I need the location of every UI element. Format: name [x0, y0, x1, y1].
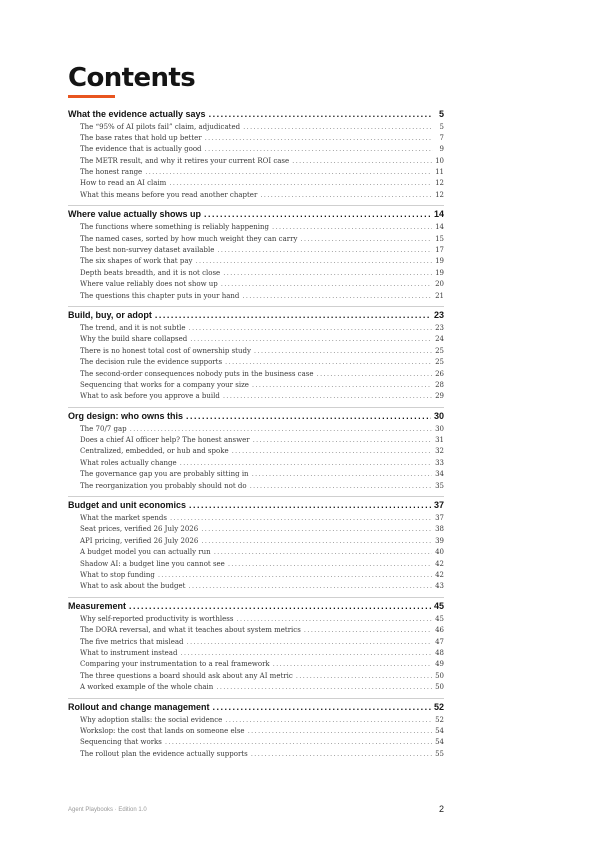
toc-entry-title: What to instrument instead: [80, 648, 178, 657]
toc-entry-page: 42: [435, 559, 444, 568]
toc-entry-page: 48: [435, 648, 444, 657]
toc-entry-page: 34: [435, 470, 444, 479]
toc-entry[interactable]: [68, 737, 444, 748]
toc-entry-page: 12: [435, 190, 444, 199]
toc-entry-page: 54: [435, 738, 444, 747]
toc-entry-title: The “95% of AI pilots fail” claim, adjudicated: [80, 122, 241, 131]
toc-section: [68, 597, 444, 694]
toc-entry-page: 7: [439, 133, 444, 142]
toc-entry-title: The honest range: [80, 168, 143, 177]
toc-entry[interactable]: [68, 726, 444, 737]
dot-leader: [252, 469, 433, 480]
toc-entry-title: Where value reliably does not show up: [80, 280, 218, 289]
toc-entry-page: 35: [435, 481, 444, 490]
toc-entry-title: The base rates that hold up better: [80, 133, 202, 142]
toc-entry-page: 49: [435, 660, 444, 669]
toc-entry-page: 30: [435, 424, 444, 433]
toc-list: [68, 106, 444, 761]
toc-entry[interactable]: [68, 671, 444, 682]
toc-entry-title: Depth beats breadth, and it is not close: [80, 268, 221, 277]
toc-entry-page: 45: [435, 614, 444, 623]
toc-section-title: Budget and unit economics: [68, 500, 187, 511]
toc-section-heading[interactable]: [68, 698, 444, 714]
dot-leader: [145, 167, 432, 178]
toc-entry-title: Does a chief AI officer help? The honest answer: [80, 436, 250, 445]
dot-leader: [260, 190, 432, 201]
toc-entry-page: 17: [435, 246, 444, 255]
dot-leader: [201, 524, 432, 535]
toc-section-page: 23: [433, 309, 444, 320]
dot-leader: [228, 559, 432, 570]
dot-leader: [201, 536, 432, 547]
toc-entry[interactable]: [68, 256, 444, 267]
toc-entry[interactable]: [68, 648, 444, 659]
toc-entry[interactable]: [68, 446, 444, 457]
dot-leader: [300, 234, 432, 245]
toc-entry[interactable]: [68, 682, 444, 693]
toc-entry-title: There is no honest total cost of ownership study: [80, 346, 251, 355]
toc-section-heading[interactable]: [68, 597, 444, 613]
toc-entry-title: Seat prices, verified 26 July 2026: [80, 525, 199, 534]
toc-entry-page: 25: [435, 358, 444, 367]
dot-leader: [252, 380, 432, 391]
toc-section-title: Rollout and change management: [68, 701, 210, 712]
toc-entry[interactable]: [68, 380, 444, 391]
dot-leader: [213, 701, 431, 714]
toc-entry-title: The governance gap you are probably sitting in: [80, 470, 249, 479]
toc-section-page: 14: [433, 209, 444, 220]
dot-leader: [225, 357, 432, 368]
dot-leader: [217, 245, 432, 256]
toc-section: [68, 407, 444, 492]
toc-entry-title: Centralized, embedded, or hub and spoke: [80, 447, 229, 456]
dot-leader: [205, 144, 433, 155]
dot-leader: [317, 369, 433, 380]
toc-entry-title: What to stop funding: [80, 571, 155, 579]
toc-section-heading[interactable]: [68, 106, 444, 121]
footer-edition: Agent Playbooks · Edition 1.0: [68, 807, 147, 813]
dot-leader: [158, 570, 432, 581]
toc-entry[interactable]: [68, 469, 444, 480]
toc-section-heading[interactable]: [68, 496, 444, 512]
toc-entry-title: The five metrics that mislead: [80, 637, 184, 646]
dot-leader: [304, 625, 432, 636]
toc-entry-title: The three questions a board should ask about any AI metric: [80, 671, 293, 680]
toc-entry-page: 39: [435, 536, 444, 545]
dot-leader: [292, 156, 432, 167]
toc-entry-page: 52: [435, 715, 444, 724]
toc-entry-title: The second-order consequences nobody puts in the business case: [80, 369, 314, 378]
toc-section-heading[interactable]: [68, 306, 444, 322]
dot-leader: [190, 334, 432, 345]
dot-leader: [189, 499, 431, 512]
toc-entry-title: Why self-reported productivity is worthless: [80, 614, 234, 623]
toc-entry-title: The six shapes of work that pay: [80, 257, 193, 266]
toc-section-page: 5: [438, 108, 444, 119]
dot-leader: [189, 323, 433, 334]
toc-entry-title: What roles actually change: [80, 458, 177, 467]
dot-leader: [180, 458, 432, 469]
footer-page-number: 2: [438, 804, 444, 814]
toc-entry-title: A budget model you can actually run: [80, 548, 211, 557]
toc-entry-page: 21: [435, 291, 444, 300]
table-of-contents: [68, 62, 444, 764]
toc-entry[interactable]: [68, 234, 444, 245]
dot-leader: [129, 600, 431, 613]
toc-entry[interactable]: [68, 178, 444, 189]
dot-leader: [216, 682, 432, 693]
page-title: Contents: [68, 63, 196, 93]
toc-entry-title: What this means before you read another chapter: [80, 190, 258, 199]
toc-section-page: 37: [433, 500, 444, 511]
toc-entry-title: The evidence that is actually good: [80, 145, 202, 154]
toc-entry-page: 12: [435, 179, 444, 188]
dot-leader: [243, 122, 433, 133]
dot-leader: [188, 581, 432, 592]
toc-entry[interactable]: [68, 536, 444, 547]
toc-entry-page: 46: [435, 626, 444, 635]
toc-entry-page: 11: [435, 168, 444, 177]
toc-entry-title: Why adoption stalls: the social evidence: [80, 715, 223, 724]
toc-entry-title: API pricing, verified 26 July 2026: [80, 536, 199, 545]
toc-entry[interactable]: [68, 334, 444, 345]
toc-entry-title: Workslop: the cost that lands on someone else: [80, 726, 245, 735]
toc-entry-page: 50: [435, 683, 444, 692]
toc-entry-title: How to read an AI claim: [80, 179, 167, 188]
toc-section-title: Build, buy, or adopt: [68, 309, 152, 320]
toc-entry-title: The decision rule the evidence supports: [80, 358, 223, 367]
toc-entry-title: What to ask about the budget: [80, 582, 186, 591]
toc-entry[interactable]: [68, 279, 444, 290]
toc-entry-page: 50: [435, 671, 444, 680]
toc-entry[interactable]: [68, 323, 444, 334]
toc-section-page: 52: [433, 701, 444, 712]
toc-entry[interactable]: [68, 245, 444, 256]
toc-entry[interactable]: [68, 222, 444, 233]
toc-section: [68, 205, 444, 302]
toc-entry-title: The trend, and it is not subtle: [80, 323, 186, 332]
toc-entry-title: The questions this chapter puts in your hand: [80, 291, 240, 300]
dot-leader: [273, 659, 432, 670]
toc-entry[interactable]: [68, 156, 444, 167]
toc-entry[interactable]: [68, 659, 444, 670]
dot-leader: [248, 726, 432, 737]
toc-section-title: Org design: who owns this: [68, 410, 184, 421]
toc-entry-page: 29: [435, 392, 444, 401]
toc-section-heading[interactable]: [68, 205, 444, 221]
toc-entry-page: 24: [435, 335, 444, 344]
toc-entry-page: 28: [435, 380, 444, 389]
toc-entry-page: 40: [435, 548, 444, 557]
toc-entry-page: 47: [435, 637, 444, 646]
dot-leader: [214, 547, 432, 558]
toc-entry-page: 23: [435, 323, 444, 332]
dot-leader: [225, 715, 432, 726]
dot-leader: [187, 637, 433, 648]
toc-entry-title: The reorganization you probably should not do: [80, 481, 247, 490]
toc-entry-title: The rollout plan the evidence actually supports: [80, 749, 248, 758]
toc-entry-title: What the market spends: [80, 514, 167, 523]
toc-entry[interactable]: [68, 625, 444, 636]
toc-entry-page: 19: [435, 268, 444, 277]
toc-entry[interactable]: [68, 481, 444, 492]
dot-leader: [180, 648, 432, 659]
dot-leader: [205, 133, 433, 144]
toc-entry[interactable]: [68, 268, 444, 279]
dot-leader: [186, 410, 431, 423]
toc-entry-title: Sequencing that works: [80, 738, 162, 747]
toc-entry[interactable]: [68, 346, 444, 357]
toc-entry-title: Sequencing that works for a company your size: [80, 380, 249, 389]
dot-leader: [253, 435, 433, 446]
toc-entry-title: The DORA reversal, and what it teaches about system metrics: [80, 626, 301, 635]
toc-entry[interactable]: [68, 122, 444, 133]
toc-entry[interactable]: [68, 144, 444, 155]
toc-entry-page: 54: [435, 726, 444, 735]
toc-entry-page: 20: [435, 280, 444, 289]
dot-leader: [272, 222, 432, 233]
toc-entry-page: 43: [435, 582, 444, 591]
dot-leader: [232, 446, 432, 457]
toc-entry[interactable]: [68, 614, 444, 625]
toc-entry-page: 37: [435, 514, 444, 523]
toc-entry[interactable]: [68, 167, 444, 178]
toc-entry-page: 33: [435, 458, 444, 467]
dot-leader: [169, 178, 432, 189]
toc-entry[interactable]: [68, 749, 444, 760]
dot-leader: [296, 671, 432, 682]
toc-entry-title: The functions where something is reliably happening: [80, 223, 269, 232]
dot-leader: [242, 291, 432, 302]
toc-entry-page: 26: [435, 369, 444, 378]
toc-entry-page: 42: [435, 571, 444, 579]
dot-leader: [223, 268, 432, 279]
dot-leader: [209, 108, 433, 121]
toc-entry-page: 19: [435, 257, 444, 266]
toc-entry-title: Comparing your instrumentation to a real framework: [80, 660, 270, 669]
dot-leader: [170, 513, 432, 524]
toc-section: [68, 306, 444, 403]
toc-section: [68, 496, 444, 593]
toc-entry[interactable]: [68, 190, 444, 201]
toc-entry-page: 14: [435, 223, 444, 232]
toc-entry-title: The best non-survey dataset available: [80, 246, 215, 255]
toc-entry-title: A worked example of the whole chain: [80, 683, 214, 692]
dot-leader: [130, 424, 432, 435]
toc-entry[interactable]: [68, 570, 444, 581]
toc-entry-page: 9: [439, 145, 444, 154]
toc-entry-page: 25: [435, 346, 444, 355]
toc-entry[interactable]: [68, 458, 444, 469]
toc-section-heading[interactable]: [68, 407, 444, 423]
toc-section-title: What the evidence actually says: [68, 108, 206, 119]
toc-entry-title: Shadow AI: a budget line you cannot see: [80, 559, 225, 568]
toc-entry[interactable]: [68, 133, 444, 144]
dot-leader: [221, 279, 432, 290]
dot-leader: [250, 481, 433, 492]
toc-entry-page: 15: [435, 234, 444, 243]
toc-section-title: Measurement: [68, 600, 127, 611]
toc-entry[interactable]: [68, 369, 444, 380]
dot-leader: [155, 309, 431, 322]
dot-leader: [223, 391, 432, 402]
toc-entry-page: 38: [435, 525, 444, 534]
toc-entry[interactable]: [68, 547, 444, 558]
toc-entry[interactable]: [68, 424, 444, 435]
toc-entry[interactable]: [68, 715, 444, 726]
toc-section-page: 30: [433, 410, 444, 421]
toc-entry-page: 32: [435, 447, 444, 456]
toc-entry-title: The METR result, and why it retires your current ROI case: [80, 156, 290, 165]
toc-entry-page: 10: [435, 156, 444, 165]
toc-section-page: 45: [433, 600, 444, 611]
toc-entry-title: What to ask before you approve a build: [80, 392, 220, 401]
dot-leader: [204, 208, 431, 221]
toc-entry-title: The named cases, sorted by how much weight they can carry: [80, 234, 298, 243]
toc-entry[interactable]: [68, 291, 444, 302]
toc-entry-title: The 70/7 gap: [80, 424, 127, 433]
toc-entry[interactable]: [68, 357, 444, 368]
toc-section: [68, 698, 444, 761]
dot-leader: [195, 256, 432, 267]
dot-leader: [165, 737, 432, 748]
dot-leader: [254, 346, 432, 357]
toc-entry[interactable]: [68, 513, 444, 524]
toc-entry-page: 5: [439, 122, 444, 131]
dot-leader: [236, 614, 432, 625]
toc-entry[interactable]: [68, 637, 444, 648]
toc-entry-page: 55: [435, 749, 444, 758]
title-underline-accent: [68, 95, 115, 98]
toc-entry[interactable]: [68, 524, 444, 535]
toc-entry[interactable]: [68, 559, 444, 570]
toc-entry-page: 31: [435, 436, 444, 445]
toc-section-title: Where value actually shows up: [68, 209, 202, 220]
toc-entry-title: Why the build share collapsed: [80, 335, 188, 344]
toc-entry[interactable]: [68, 391, 444, 402]
toc-entry[interactable]: [68, 435, 444, 446]
dot-leader: [251, 749, 432, 760]
toc-section: [68, 106, 444, 202]
toc-entry[interactable]: [68, 581, 444, 592]
